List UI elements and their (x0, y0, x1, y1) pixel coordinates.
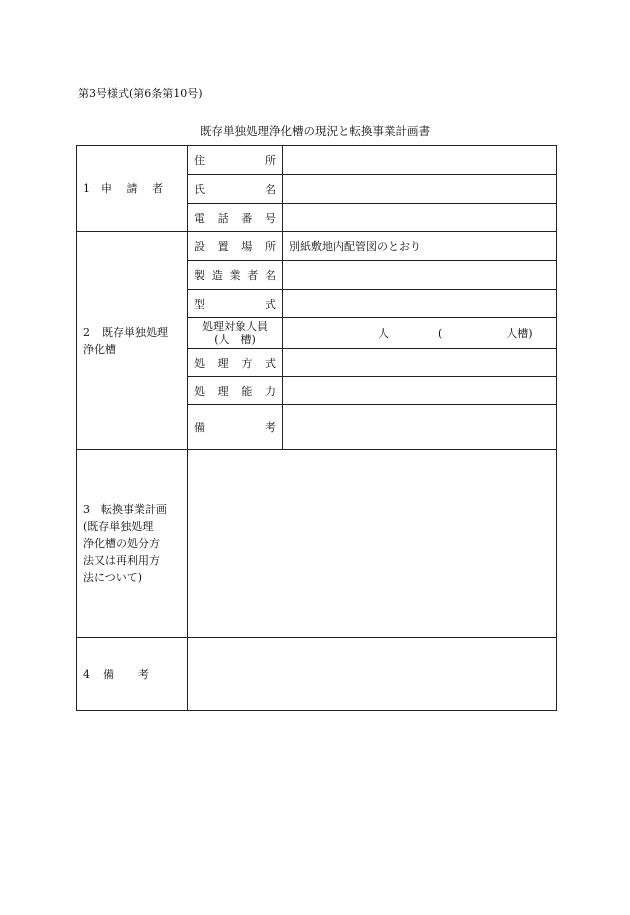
maker-label: 製 造 業 者 名 (188, 261, 283, 290)
model-label: 型 式 (188, 290, 283, 318)
section1-label-cell: 1 申 請 者 (77, 146, 188, 232)
remarks4-field[interactable] (188, 638, 557, 711)
location-label: 設 置 場 所 (188, 232, 283, 261)
address-label: 住 所 (188, 146, 283, 175)
section2-label-cell: 2 既存単独処理 浄化槽 (77, 232, 188, 450)
name-label: 氏 名 (188, 175, 283, 204)
application-form-table (76, 145, 557, 711)
location-field[interactable]: 別紙敷地内配管図のとおり (283, 232, 557, 261)
remarks2-field[interactable] (283, 405, 557, 450)
name-field[interactable] (283, 175, 557, 204)
address-field[interactable] (283, 146, 557, 175)
ability-label: 処 理 能 力 (188, 377, 283, 405)
conversion-plan-field[interactable] (188, 450, 557, 638)
method-label: 処 理 方 式 (188, 349, 283, 377)
remarks2-label: 備 考 (188, 405, 283, 450)
maker-field[interactable] (283, 261, 557, 290)
section3-label-cell: 3 転換事業計画 (既存単独処理 浄化槽の処分方 法又は再利用方 法について) (77, 450, 188, 638)
capacity-label: 処理対象人員 (人 槽) (188, 318, 283, 349)
phone-field[interactable] (283, 204, 557, 232)
section4-label-cell: 4 備 考 (77, 638, 188, 711)
ability-field[interactable] (283, 377, 557, 405)
document-title: 既存単独処理浄化槽の現況と転換事業計画書 (200, 124, 430, 138)
capacity-field[interactable]: 人 ( 人槽) (283, 318, 557, 349)
model-field[interactable] (283, 290, 557, 318)
phone-label: 電 話 番 号 (188, 204, 283, 232)
form-number: 第3号様式(第6条第10号) (78, 87, 203, 100)
method-field[interactable] (283, 349, 557, 377)
